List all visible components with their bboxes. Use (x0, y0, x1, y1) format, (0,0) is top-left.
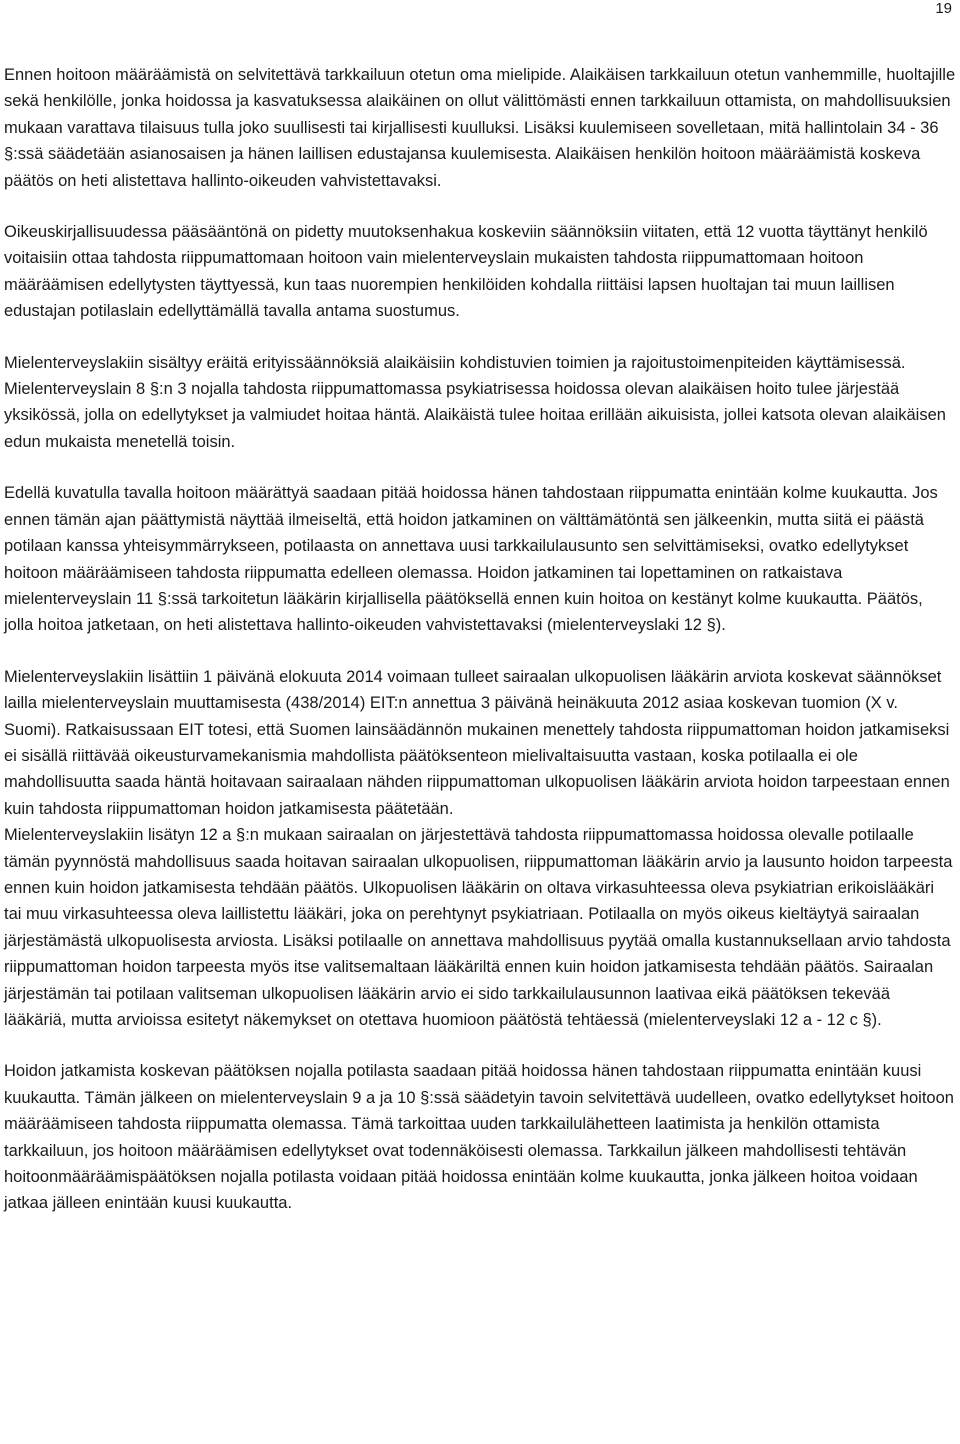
document-body (4, 62, 956, 1217)
paragraph-3: Mielenterveyslakiin sisältyy eräitä erityissäännöksiä alaikäisiin kohdistuvien toimien ja rajoitustoimenpiteiden käyttämisessä. Mielenterveyslain 8 §:n 3 nojalla tahdosta riippumattomassa psykiatrisessa hoidossa olevan alaikäisen hoito tulee järjestää yksikössä, jolla on edellytykset ja valmiudet hoitaa häntä. Alaikäistä tulee hoitaa erillään aikuisista, jollei katsota olevan alaikäisen edun mukaista menetellä toisin. (4, 353, 946, 451)
paragraph-2: Oikeuskirjallisuudessa pääsääntönä on pidetty muutoksenhakua koskeviin säännöksiin viitaten, että 12 vuotta täyttänyt henkilö voitaisiin ottaa tahdosta riippumattomaan hoitoon vain mielenterveyslain mukaisten tahdosta riippumattomaan hoitoon määräämisen edellytysten täyttyessä, kun taas nuorempien henkilöiden kohdalla riittäisi lapsen huoltajan tai muun laillisen edustajan potilaslain edellyttämällä tavalla antama suostumus. (4, 223, 928, 321)
paragraph-7: Hoidon jatkamista koskevan päätöksen nojalla potilasta saadaan pitää hoidossa hänen tahdostaan riippumatta enintään kuusi kuukautta. Tämän jälkeen on mielenterveyslain 9 a ja 10 §:ssä säädetyin tavoin selvitettävä uudelleen, ovatko edellytykset hoitoon määräämiseen tahdosta riippumatta olemassa. Tämä tarkoittaa uuden tarkkailulähetteen laatimista ja henkilön ottamista tarkkailuun, jos hoitoon määräämisen edellytykset ovat todennäköisesti olemassa. Tarkkailun jälkeen mahdollisesti tehtävän hoitoonmääräämispäätöksen nojalla potilasta voidaan pitää hoidossa enintään kolme kuukautta, jonka jälkeen hoitoa voidaan jatkaa jälleen enintään kuusi kuukautta. (4, 1062, 954, 1213)
paragraph-4: Edellä kuvatulla tavalla hoitoon määrättyä saadaan pitää hoidossa hänen tahdostaan riippumatta enintään kolme kuukautta. Jos ennen tämän ajan päättymistä näyttää ilmeiseltä, että hoidon jatkaminen on välttämätöntä sen jälkeenkin, mutta siitä ei päästä potilaan kanssa yhteisymmärrykseen, potilaasta on annettava uusi tarkkailulausunto sen selvittämiseksi, ovatko edellytykset hoitoon määräämiseen tahdosta riippumatta edelleen olemassa. Hoidon jatkaminen tai lopettaminen on ratkaistava mielenterveyslain 11 §:ssä tarkoitetun lääkärin kirjallisella päätöksellä ennen kuin hoitoa on kestänyt kolme kuukautta. Päätös, jolla hoitoa jatketaan, on heti alistettava hallinto-oikeuden vahvistettavaksi (mielenterveyslaki 12 §). (4, 484, 938, 635)
paragraph-6: Mielenterveyslakiin lisätyn 12 a §:n mukaan sairaalan on järjestettävä tahdosta riippumattomassa hoidossa olevalle potilaalle tämän pyynnöstä mahdollisuus saada hoitavan sairaalan ulkopuolisen, riippumattoman lääkärin arvio ja lausunto hoidon tarpeesta ennen kuin hoidon jatkamisesta tehdään päätös. Ulkopuolisen lääkärin on oltava virkasuhteessa oleva psykiatrian erikoislääkäri tai muu virkasuhteessa oleva laillistettu lääkäri, joka on perehtynyt psykiatriaan. Potilaalla on myös oikeus kieltäytyä sairaalan järjestämästä ulkopuolisesta arviosta. Lisäksi potilaalle on annettava mahdollisuus pyytää omalla kustannuksellaan arvio tahdosta riippumattoman hoidon tarpeesta myös itse valitsemaltaan lääkäriltä ennen kuin hoidon jatkamisesta tehdään päätös. Sairaalan järjestämän tai potilaan valitseman ulkopuolisen lääkärin arvio ei sido tarkkailulausunnon laativaa eikä päätöksen tekevää lääkäriä, mutta arvioissa esitetyt näkemykset on otettava huomioon päätöstä tehtäessä (mielenterveyslaki 12 a - 12 c §). (4, 826, 953, 1029)
paragraph-5: Mielenterveyslakiin lisättiin 1 päivänä elokuuta 2014 voimaan tulleet sairaalan ulkopuolisen lääkärin arviota koskevat säännökset lailla mielenterveyslain muuttamisesta (438/2014) EIT:n annettua 3 päivänä heinäkuuta 2012 asiaa koskevan tuomion (X v. Suomi). Ratkaisussaan EIT totesi, että Suomen lainsäädännön mukainen menettely tahdosta riippumattoman hoidon jatkamiseksi ei sisällä riittävää oikeusturvamekanismia mahdollista päätöksenteon mielivaltaisuutta vastaan, koska potilaalla ei ole mahdollisuutta saada häntä hoitavaan sairaalaan nähden riippumattoman ulkopuolisen lääkärin arviota hoidon tarpeestaan ennen kuin tahdosta riippumattoman hoidon jatkamisesta päätetään. (4, 667, 950, 818)
page-number: 19 (935, 0, 952, 17)
paragraph-1: Ennen hoitoon määräämistä on selvitettävä tarkkailuun otetun oma mielipide. Alaikäisen tarkkailuun otetun vanhemmille, huoltajille sekä henkilölle, jonka hoidossa ja kasvatuksessa alaikäinen on ollut välittömästi ennen tarkkailuun ottamista, on mahdollisuuksien mukaan varattava tilaisuus tulla joko suullisesti tai kirjallisesti kuulluksi. Lisäksi kuulemiseen sovelletaan, mitä hallintolain 34 - 36 §:ssä säädetään asianosaisen ja hänen laillisen edustajansa kuulemisesta. Alaikäisen henkilön hoitoon määräämistä koskeva päätös on heti alistettava hallinto-oikeuden vahvistettavaksi. (4, 66, 956, 190)
